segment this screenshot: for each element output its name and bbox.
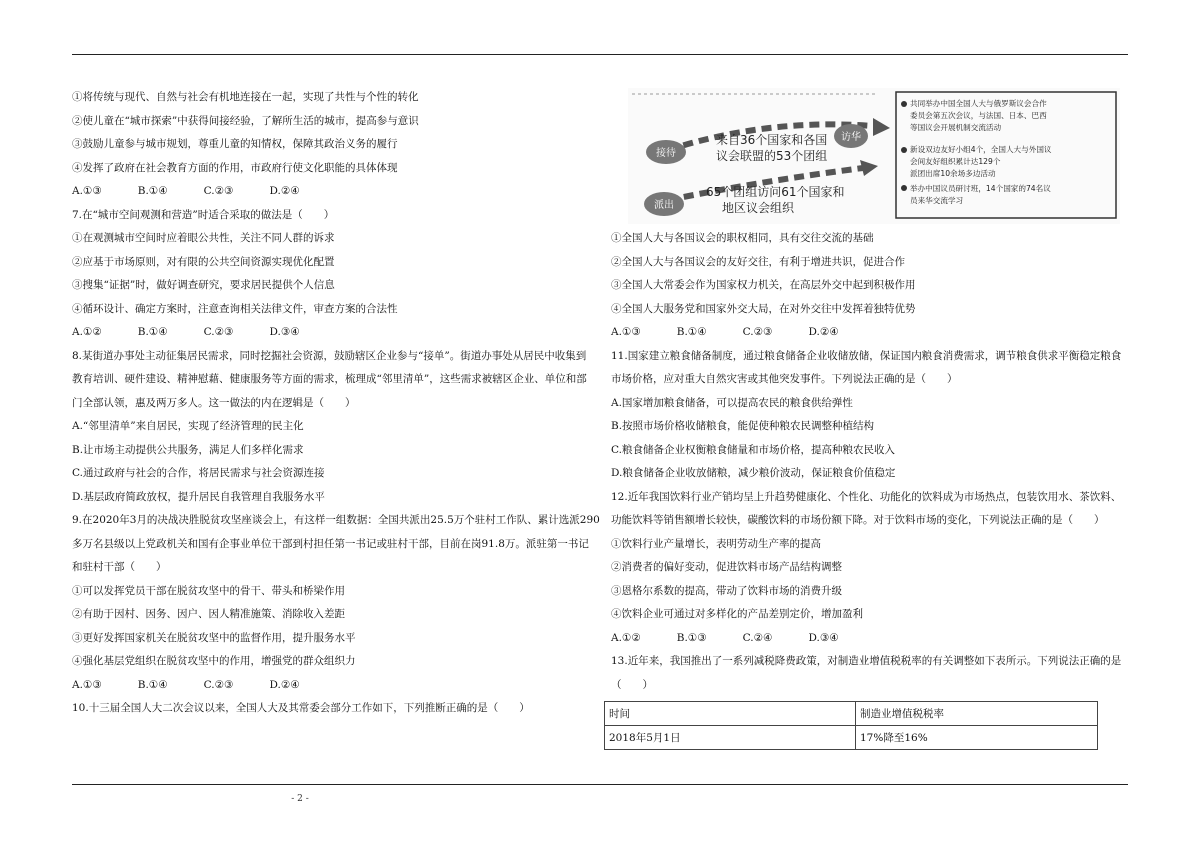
answer-option: A.①②: [72, 326, 102, 338]
bullet-icon: [901, 147, 907, 153]
text-line: A.“邻里清单”来自居民，实现了经济管理的民主化: [72, 420, 304, 432]
figure-graphic: [628, 88, 1120, 224]
dispatch-label: 派出: [654, 200, 674, 211]
answer-option: C.②③: [742, 326, 773, 338]
text-line: B.让市场主动提供公共服务，满足人们多样化需求: [72, 443, 304, 456]
text-line: 9.在2020年3月的决战决胜脱贫攻坚座谈会上，有这样一组数据：全国共派出25.5万个驻村工作队、累计选派290: [72, 514, 600, 526]
note-2-line-3: 派团出席10余场多边活动: [910, 169, 996, 178]
table-header-cell: 时间: [605, 702, 856, 726]
text-line: 功能饮料等销售额增长较快，碳酸饮料的市场份额下降。对于饮料市场的变化，下列说法正确的是（ ）: [611, 514, 1105, 526]
table-header-cell: 制造业增值税税率: [856, 702, 1098, 726]
right-column: [611, 227, 1131, 697]
answer-options: [611, 627, 1131, 651]
text-line: A.国家增加粮食储备，可以提高农民的粮食供给弹性: [611, 396, 853, 409]
note-1-line-1: 共同举办中国全国人大与俄罗斯议会合作: [910, 99, 1047, 108]
visit-label: 访华: [841, 132, 861, 143]
text-line: 10.十三届全国人大二次会议以来，全国人大及其常委会部分工作如下，下列推断正确的是（ ）: [72, 702, 530, 714]
text-line: 12.近年我国饮料行业产销均呈上升趋势健康化、个性化、功能化的饮料成为市场热点，包装饮用水、茶饮料、: [611, 490, 1122, 503]
note-3-line-1: 举办中国议员研讨班，14个国家的74名议: [910, 184, 1051, 193]
answer-option: B.①④: [676, 326, 707, 338]
text-line: ①将传统与现代、自然与社会有机地连接在一起，实现了共性与个性的转化: [72, 91, 419, 103]
arrow-bottom-line-1: 65个团组访问61个国家和: [706, 185, 845, 199]
answer-options: [72, 674, 598, 698]
text-line: ③恩格尔系数的提高，带动了饮料市场的消费升级: [611, 584, 842, 597]
answer-option: D.②④: [269, 678, 300, 691]
text-line: ②消费者的偏好变动，促进饮料市场产品结构调整: [611, 561, 842, 573]
arrow-top-line-2: 议会联盟的53个团组: [716, 149, 828, 163]
text-line: ④饮料企业可通过对多样化的产品差别定价，增加盈利: [611, 608, 863, 620]
answer-option: C.②③: [203, 185, 234, 197]
answer-option: D.③④: [808, 631, 839, 644]
text-line: 11.国家建立粮食储备制度，通过粮食储备企业收储放储，保证国内粮食消费需求，调节粮食供求平衡稳定粮食: [611, 349, 1122, 362]
note-1-line-3: 等国议会开展机制交流活动: [910, 123, 1002, 132]
answer-option: D.③④: [269, 326, 300, 338]
answer-option: B.①④: [137, 185, 168, 197]
text-line: 教育培训、硬件建设、精神慰藉、健康服务等方面的需求，梳理成“邻里清单”，这些需求被辖区企业、单位和部: [72, 373, 587, 385]
text-line: ②有助于因村、因务、因户、因人精准施策、消除收入差距: [72, 608, 345, 620]
table-header-row: [605, 702, 1098, 726]
text-line: ①可以发挥党员干部在脱贫攻坚中的骨干、带头和桥梁作用: [72, 584, 345, 597]
table-cell: 2018年5月1日: [605, 726, 856, 750]
text-line: 门全部认领，惠及两万多人。这一做法的内在逻辑是（ ）: [72, 396, 356, 409]
text-line: ①在观测城市空间时应着眼公共性，关注不同人群的诉求: [72, 232, 335, 244]
text-line: 市场价格，应对重大自然灾害或其他突发事件。下列说法正确的是（ ）: [611, 373, 958, 385]
text-line: 和驻村干部（ ）: [72, 561, 167, 573]
text-line: B.按照市场价格收储粮食，能促使种粮农民调整种植结构: [611, 420, 875, 432]
table-row: [605, 726, 1098, 750]
answer-option: A.①②: [611, 631, 641, 644]
text-line: C.粮食储备企业权衡粮食储量和市场价格，提高种粮农民收入: [611, 443, 895, 456]
text-line: ②应基于市场原则，对有限的公共空间资源实现优化配置: [72, 255, 335, 268]
answer-option: C.②③: [203, 678, 234, 691]
text-line: ④全国人大服务党和国家外交大局，在对外交往中发挥着独特优势: [611, 302, 916, 315]
answer-option: C.②③: [203, 326, 234, 338]
answer-options: [72, 321, 598, 345]
top-rule: [72, 54, 1128, 55]
text-line: ①饮料行业产量增长，表明劳动生产率的提高: [611, 537, 821, 550]
text-line: ④强化基层党组织在脱贫攻坚中的作用，增强党的群众组织力: [72, 655, 356, 667]
note-2-line-2: 会间友好组织累计达129个: [910, 157, 1001, 166]
text-line: ③更好发挥国家机关在脱贫攻坚中的监督作用，提升服务水平: [72, 631, 356, 644]
text-line: 多万名县级以上党政机关和国有企事业单位干部到村担任第一书记或驻村干部，目前在岗91.8万。派驻第一书记: [72, 537, 589, 550]
answer-option: A.①③: [72, 185, 102, 197]
text-line: ①全国人大与各国议会的职权相同，具有交往交流的基础: [611, 232, 874, 244]
text-line: 7.在“城市空间观测和营造”时适合采取的做法是（ ）: [72, 208, 335, 221]
answer-option: A.①③: [72, 678, 102, 691]
answer-option: B.①③: [676, 631, 707, 644]
answer-option: A.①③: [611, 326, 641, 338]
receive-label: 接待: [656, 148, 676, 159]
answer-option: C.②④: [742, 631, 773, 644]
answer-options: [72, 180, 598, 204]
page-number: - 2 -: [291, 794, 309, 804]
text-line: D.基层政府简政放权，提升居民自我管理自我服务水平: [72, 490, 325, 503]
note-1-line-2: 委员会第五次会议，与法国、日本、巴西: [910, 111, 1047, 120]
text-line: ②全国人大与各国议会的友好交往，有利于增进共识，促进合作: [611, 255, 905, 268]
text-line: ④循环设计、确定方案时，注意查询相关法律文件，审查方案的合法性: [72, 302, 398, 315]
text-line: ②使儿童在“城市探索”中获得间接经验，了解所生活的城市，提高参与意识: [72, 114, 419, 127]
table-cell: 17%降至16%: [856, 726, 1098, 750]
npc-work-figure: [628, 88, 1120, 224]
answer-options: [611, 321, 1131, 345]
answer-option: D.②④: [808, 326, 839, 338]
answer-option: B.①④: [137, 678, 168, 691]
bottom-rule: [72, 784, 1128, 785]
text-line: ③全国人大常委会作为国家权力机关，在高层外交中起到积极作用: [611, 279, 916, 291]
answer-option: D.②④: [269, 185, 300, 197]
text-line: C.通过政府与社会的合作，将居民需求与社会资源连接: [72, 467, 325, 479]
note-3-line-2: 员来华交流学习: [910, 196, 964, 205]
text-line: 13.近年来，我国推出了一系列减税降费政策，对制造业增值税税率的有关调整如下表所示。下列说法正确的是: [611, 655, 1122, 667]
text-line: ③鼓励儿童参与城市规划，尊重儿童的知情权，保障其政治义务的履行: [72, 138, 398, 150]
arrow-top-line-1: 来自36个国家和各国: [716, 133, 828, 147]
text-line: D.粮食储备企业收放储粮，减少粮价波动，保证粮食价值稳定: [611, 467, 896, 479]
text-line: （ ）: [611, 678, 653, 691]
left-column: [72, 86, 598, 721]
note-2-line-1: 新设双边友好小组4个，全国人大与外国议: [910, 145, 1052, 154]
bullet-icon: [901, 185, 907, 191]
text-line: ④发挥了政府在社会教育方面的作用，市政府行使文化职能的具体体现: [72, 161, 398, 174]
text-line: 8.某街道办事处主动征集居民需求，同时挖掘社会资源，鼓励辖区企业参与“接单”。街道办事处从居民中收集到: [72, 349, 587, 362]
bullet-icon: [901, 101, 907, 107]
tax-table: [604, 701, 1098, 750]
text-line: ③搜集“证据”时，做好调查研究，要求居民提供个人信息: [72, 279, 335, 291]
arrow-bottom-line-2: 地区议会组织: [722, 201, 795, 215]
answer-option: B.①④: [137, 326, 168, 338]
